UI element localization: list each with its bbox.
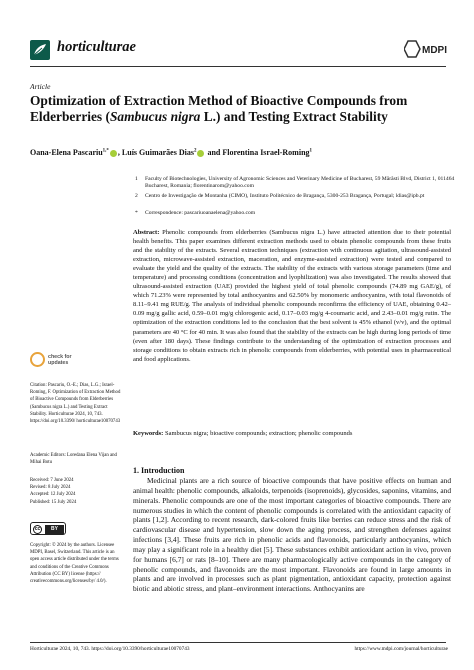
affiliation-1: 1 Faculty of Biotechnologies, University of Agronomic Sciences and Veterinary Medicine of Bucharest, 59 Mărăsti Blvd, District 1, 011464 Bucharest, Romania; florentinarom@yahoo.com	[135, 176, 455, 190]
article-type: Article	[30, 82, 51, 91]
introduction-text: Medicinal plants are a rich source of bioactive compounds that have positive effects on human and animal health: phenolic compounds, alkaloids, terpenoids (isoprenoids), glycosides, saponins, vitamins, and minerals. Phenolic compounds are one of the most important categories of bioactive compounds. There are numerous studies in which the content of phenolic compounds is correlated with the antioxidant capacity of plants [1,2]. According to recent research, dark-colored fruits like berries can reduce stress and the risk of cardiovascular disease and hypertension, slow down the aging process, and strengthen defenses against infections [3,4]. These fruits are rich in phenolic acids and flavonoids, particularly anthocyanins, which may play a significant role in a healthy diet [5]. These substances exhibit antioxidant action in vivo, proven for humans [6,7] or rats [8–10]. There are many pharmacologically active compounds in the category of phenolic compounds, and flavonoids are the most important. Flavonoids are found in large amounts in plants and are involved in processes such as plant pigmentation, antioxidant capacity, protection against biotic and abiotic stress, and plant–environment interactions. Anthocyanins are	[133, 476, 451, 594]
cc-by-license-icon[interactable]: cc BY	[30, 522, 66, 535]
keywords-text: Sambucus nigra; bioactive compounds; extraction; phenolic compounds	[164, 430, 353, 437]
keywords	[133, 429, 451, 438]
check-line-1: check for	[48, 354, 72, 360]
academic-editors: Academic Editors: Loredana Elena Vijan and Mihai Botu	[30, 453, 117, 466]
article-title	[30, 93, 450, 124]
header-divider	[30, 66, 446, 67]
section-heading: 1. Introduction	[133, 466, 185, 475]
mdpi-logo-icon	[404, 39, 448, 59]
correspondence: * Correspondence: pascariuoanaelena@yahoo.com	[135, 210, 256, 216]
date-accepted: Accepted: 12 July 2024	[30, 492, 76, 498]
article-title-text: Optimization of Extraction Method of Bioactive Compounds from Elderberries (Sambucus nigra L.) and Testing Extract Stability	[30, 93, 408, 124]
date-published: Published: 15 July 2024	[30, 499, 77, 505]
dates-block	[30, 477, 122, 506]
date-revised: Revised: 8 July 2024	[30, 485, 71, 491]
orcid-icon[interactable]	[110, 150, 117, 157]
check-line-2: updates	[48, 360, 69, 366]
keywords-label: Keywords:	[133, 430, 164, 437]
author-1: Oana-Elena Pascariu	[30, 148, 103, 157]
abstract	[133, 228, 451, 364]
date-received: Received: 7 June 2024	[30, 478, 74, 483]
publisher-name: MDPI	[422, 45, 447, 56]
affiliation-2: 2 Centro de Investigação de Montanha (CIMO), Instituto Politécnico de Bragança, 5300-253 Bragança, Portugal; ldias@ipb.pt	[135, 193, 425, 199]
copyright-block: Copyright: © 2024 by the authors. Licensee MDPI, Basel, Switzerland. This article is an open access article distributed under the terms and conditions of the Creative Commons Attribution (CC BY) license (https:// creativecommons.org/licenses/by/ 4.0/).	[30, 543, 119, 585]
author-1-affil: 1,*	[102, 148, 109, 154]
orcid-icon[interactable]	[197, 150, 204, 157]
author-3-affil: 1	[309, 148, 313, 154]
author-3: and Florentina Israel-Roming	[207, 148, 310, 157]
footer-journal-link[interactable]: https://www.mdpi.com/journal/horticulturae	[354, 646, 448, 652]
check-for-updates-button[interactable]	[30, 352, 78, 372]
author-2-affil: 2	[193, 148, 197, 154]
authors-line	[30, 148, 450, 157]
journal-logo-icon	[30, 40, 50, 60]
abstract-label: Abstract:	[133, 229, 160, 236]
journal-name: horticulturae	[57, 39, 136, 55]
citation-block: Citation: Pascariu, O.-E.; Dias, L.G.; Israel-Roming, F. Optimization of Extraction Method of Bioactive Compounds from Elderberries (Sambucus nigra L.) and Testing Extract Stability. Horticulturae 2024, 10, 743. https://doi.org/10.3390/ horticulturae10070743	[30, 383, 121, 425]
check-updates-icon	[30, 352, 45, 367]
footer-citation: Horticulturae 2024, 10, 743. https://doi.org/10.3390/horticulturae10070743	[30, 646, 190, 652]
footer-divider	[30, 642, 446, 643]
abstract-text: Phenolic compounds from elderberries (Sambucus nigra L.) have attracted attention due to their potential health benefits. This paper examines different extraction methods used to obtain phenolic compounds from these fruits and the stability of the extracts. Several extraction techniques (extraction with continuous agitation, ultrasound-assisted extraction, microwave-assisted extraction, maceration, and enzyme-assisted extraction) were tested and compared to evaluate the yield and the quality of the extracts. The stability of the extracts with various storage parameters (time and temperature) and processing conditions (concentration and lyophilization) was also investigated. The results showed that ultrasound-assisted extraction (UAE) provided the highest yield of total phenolic compounds (74.89 mg GAE/g), of which 71.23% were represented by total anthocyanins and 62.50% by monomeric anthocyanins, with total flavonoids of 8.11–9.41 mg RUE/g. The analysis of individual phenolic compounds reconfirms the efficiency of UAE, obtaining 0.42–0.09 mg/g gallic acid, 0.59–0.01 mg/g chlorogenic acid, 0.17–0.03 mg/g 4-coumaric acid, and 2.43–0.01 mg/g rutin. The optimization of the extraction conditions led to the conclusion that the best solvent is 45% ethanol (v/v), and the optimal parameters are 40 °C for 40 min. It was also found that the stability of the extracts can be high during long periods of time (even after 180 days). These findings contribute to the understanding of the optimization of extraction processes and storage conditions to obtain extracts rich in phenolic compounds from elderberries, with potential uses in pharmaceutical and food applications.	[133, 229, 451, 363]
author-2: , Luís Guimarães Dias	[117, 148, 194, 157]
